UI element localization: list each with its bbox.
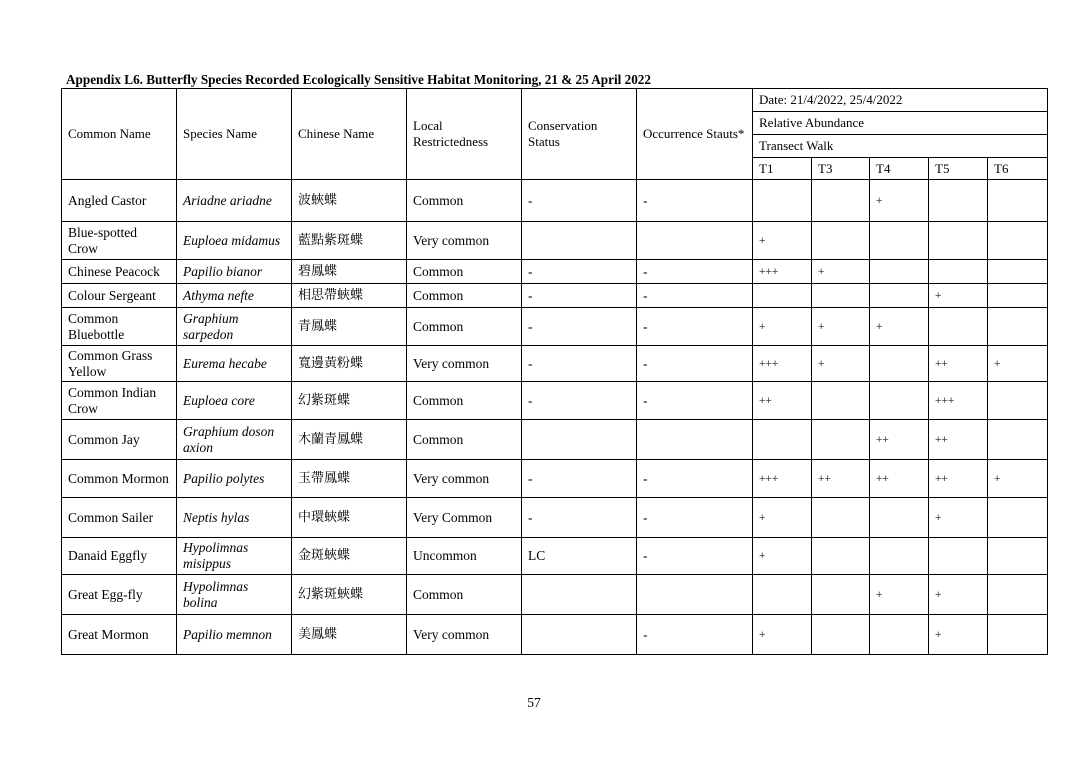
header-conservation-status: Conservation Status (522, 89, 637, 180)
cell-conservation-status (522, 615, 637, 655)
cell-chinese-name: 波蛺蝶 (292, 180, 407, 222)
cell-t4 (870, 538, 929, 575)
cell-common-name: Common Jay (62, 420, 177, 460)
cell-chinese-name: 木蘭青鳳蝶 (292, 420, 407, 460)
cell-common-name: Angled Castor (62, 180, 177, 222)
cell-conservation-status: - (522, 382, 637, 420)
cell-t6 (988, 260, 1048, 284)
cell-t5: ++ (929, 346, 988, 382)
cell-species-name: Graphium doson axion (177, 420, 292, 460)
cell-t6 (988, 222, 1048, 260)
cell-local-restrictedness: Common (407, 420, 522, 460)
cell-species-name: Hypolimnas bolina (177, 575, 292, 615)
cell-local-restrictedness: Common (407, 382, 522, 420)
cell-conservation-status: - (522, 284, 637, 308)
cell-occurrence-status (637, 222, 753, 260)
page-number: 57 (527, 695, 541, 710)
cell-conservation-status (522, 420, 637, 460)
cell-t4: ++ (870, 460, 929, 498)
cell-occurrence-status: - (637, 180, 753, 222)
header-transect: T3 (812, 158, 870, 180)
cell-t1: +++ (753, 346, 812, 382)
cell-local-restrictedness: Very common (407, 615, 522, 655)
cell-species-name: Eurema hecabe (177, 346, 292, 382)
cell-t1 (753, 420, 812, 460)
cell-species-name: Euploea midamus (177, 222, 292, 260)
cell-common-name: Common Indian Crow (62, 382, 177, 420)
table-row (62, 575, 1048, 615)
cell-t3 (812, 575, 870, 615)
cell-t3 (812, 538, 870, 575)
table-row (62, 538, 1048, 575)
cell-t5 (929, 222, 988, 260)
cell-chinese-name: 寬邊黃粉蝶 (292, 346, 407, 382)
cell-t1: +++ (753, 460, 812, 498)
cell-occurrence-status: - (637, 308, 753, 346)
header-common-name: Common Name (62, 89, 177, 180)
cell-t6 (988, 180, 1048, 222)
header-species-name: Species Name (177, 89, 292, 180)
cell-common-name: Great Egg-fly (62, 575, 177, 615)
cell-local-restrictedness: Very common (407, 460, 522, 498)
cell-chinese-name: 美鳳蝶 (292, 615, 407, 655)
cell-t3 (812, 284, 870, 308)
cell-t1: +++ (753, 260, 812, 284)
cell-species-name: Athyma nefte (177, 284, 292, 308)
cell-species-name: Hypolimnas misippus (177, 538, 292, 575)
cell-occurrence-status (637, 420, 753, 460)
cell-t5: + (929, 498, 988, 538)
cell-t4 (870, 260, 929, 284)
cell-local-restrictedness: Common (407, 260, 522, 284)
cell-chinese-name: 相思帶蛺蝶 (292, 284, 407, 308)
cell-local-restrictedness: Common (407, 308, 522, 346)
table-caption: Appendix L6. Butterfly Species Recorded Ecologically Sensitive Habitat Monitoring, 21 & 25 April 2022 (66, 72, 651, 87)
cell-t4 (870, 498, 929, 538)
cell-t3: + (812, 346, 870, 382)
cell-t6 (988, 575, 1048, 615)
cell-t3 (812, 615, 870, 655)
cell-conservation-status: - (522, 260, 637, 284)
cell-t1 (753, 575, 812, 615)
cell-conservation-status: - (522, 308, 637, 346)
cell-occurrence-status: - (637, 382, 753, 420)
cell-t1 (753, 284, 812, 308)
cell-t6: + (988, 346, 1048, 382)
cell-common-name: Common Sailer (62, 498, 177, 538)
cell-species-name: Graphium sarpedon (177, 308, 292, 346)
header-date: Date: 21/4/2022, 25/4/2022 (753, 89, 1048, 112)
header-transect-walk: Transect Walk (753, 135, 1048, 158)
cell-common-name: Common Mormon (62, 460, 177, 498)
cell-t3 (812, 180, 870, 222)
cell-t4 (870, 346, 929, 382)
cell-chinese-name: 金斑蛺蝶 (292, 538, 407, 575)
cell-local-restrictedness: Uncommon (407, 538, 522, 575)
cell-t3: ++ (812, 460, 870, 498)
cell-local-restrictedness: Common (407, 575, 522, 615)
header-local-restrictedness: Local Restrictedness (407, 89, 522, 180)
cell-t5: +++ (929, 382, 988, 420)
cell-conservation-status: - (522, 460, 637, 498)
cell-common-name: Common Grass Yellow (62, 346, 177, 382)
cell-local-restrictedness: Very Common (407, 498, 522, 538)
cell-t1: ++ (753, 382, 812, 420)
cell-t5: ++ (929, 460, 988, 498)
cell-conservation-status: - (522, 180, 637, 222)
cell-t6 (988, 284, 1048, 308)
cell-t3 (812, 420, 870, 460)
cell-conservation-status (522, 575, 637, 615)
cell-t5 (929, 308, 988, 346)
cell-t6 (988, 538, 1048, 575)
table-row (62, 308, 1048, 346)
cell-t5 (929, 180, 988, 222)
cell-t1: + (753, 538, 812, 575)
cell-t6 (988, 498, 1048, 538)
cell-t4: + (870, 575, 929, 615)
cell-t4 (870, 284, 929, 308)
header-transect: T1 (753, 158, 812, 180)
cell-occurrence-status: - (637, 498, 753, 538)
cell-t6 (988, 308, 1048, 346)
cell-occurrence-status: - (637, 284, 753, 308)
cell-species-name: Papilio memnon (177, 615, 292, 655)
header-transect: T4 (870, 158, 929, 180)
cell-local-restrictedness: Common (407, 284, 522, 308)
cell-common-name: Blue-spotted Crow (62, 222, 177, 260)
cell-t6 (988, 382, 1048, 420)
cell-t6 (988, 615, 1048, 655)
cell-species-name: Ariadne ariadne (177, 180, 292, 222)
table-row (62, 346, 1048, 382)
cell-occurrence-status: - (637, 538, 753, 575)
table-row (62, 260, 1048, 284)
cell-t3: + (812, 260, 870, 284)
table-row (62, 420, 1048, 460)
header-occurrence-status: Occurrence Stauts* (637, 89, 753, 180)
cell-local-restrictedness: Very common (407, 346, 522, 382)
cell-common-name: Chinese Peacock (62, 260, 177, 284)
cell-local-restrictedness: Common (407, 180, 522, 222)
cell-chinese-name: 玉帶鳳蝶 (292, 460, 407, 498)
cell-chinese-name: 藍點紫斑蝶 (292, 222, 407, 260)
table-row (62, 382, 1048, 420)
cell-t5: + (929, 284, 988, 308)
cell-conservation-status (522, 222, 637, 260)
cell-t5 (929, 260, 988, 284)
cell-species-name: Euploea core (177, 382, 292, 420)
cell-species-name: Neptis hylas (177, 498, 292, 538)
cell-occurrence-status: - (637, 260, 753, 284)
cell-chinese-name: 幻紫斑蝶 (292, 382, 407, 420)
cell-t6: + (988, 460, 1048, 498)
cell-conservation-status: - (522, 498, 637, 538)
butterfly-species-table (61, 88, 1048, 655)
cell-t3 (812, 498, 870, 538)
cell-occurrence-status (637, 575, 753, 615)
table-row (62, 460, 1048, 498)
cell-t4: + (870, 180, 929, 222)
cell-common-name: Great Mormon (62, 615, 177, 655)
cell-conservation-status: LC (522, 538, 637, 575)
cell-t5 (929, 538, 988, 575)
cell-t1 (753, 180, 812, 222)
cell-t4 (870, 615, 929, 655)
table-row (62, 222, 1048, 260)
cell-t1: + (753, 615, 812, 655)
cell-t3 (812, 222, 870, 260)
cell-common-name: Common Bluebottle (62, 308, 177, 346)
header-transect: T5 (929, 158, 988, 180)
cell-chinese-name: 青鳳蝶 (292, 308, 407, 346)
table-row (62, 498, 1048, 538)
cell-t4 (870, 222, 929, 260)
cell-common-name: Colour Sergeant (62, 284, 177, 308)
cell-t3: + (812, 308, 870, 346)
cell-occurrence-status: - (637, 346, 753, 382)
cell-t1: + (753, 222, 812, 260)
cell-chinese-name: 幻紫斑蛺蝶 (292, 575, 407, 615)
cell-t5: ++ (929, 420, 988, 460)
cell-chinese-name: 碧鳳蝶 (292, 260, 407, 284)
cell-t6 (988, 420, 1048, 460)
cell-occurrence-status: - (637, 615, 753, 655)
table-row (62, 284, 1048, 308)
cell-local-restrictedness: Very common (407, 222, 522, 260)
header-relative-abundance: Relative Abundance (753, 112, 1048, 135)
cell-chinese-name: 中環蛺蝶 (292, 498, 407, 538)
header-chinese-name: Chinese Name (292, 89, 407, 180)
cell-occurrence-status: - (637, 460, 753, 498)
cell-species-name: Papilio polytes (177, 460, 292, 498)
cell-t3 (812, 382, 870, 420)
cell-t5: + (929, 575, 988, 615)
header-transect: T6 (988, 158, 1048, 180)
cell-conservation-status: - (522, 346, 637, 382)
cell-t4: ++ (870, 420, 929, 460)
cell-t1: + (753, 498, 812, 538)
cell-t1: + (753, 308, 812, 346)
cell-t4 (870, 382, 929, 420)
table-row (62, 615, 1048, 655)
cell-t5: + (929, 615, 988, 655)
cell-species-name: Papilio bianor (177, 260, 292, 284)
cell-t4: + (870, 308, 929, 346)
table-row (62, 180, 1048, 222)
cell-common-name: Danaid Eggfly (62, 538, 177, 575)
